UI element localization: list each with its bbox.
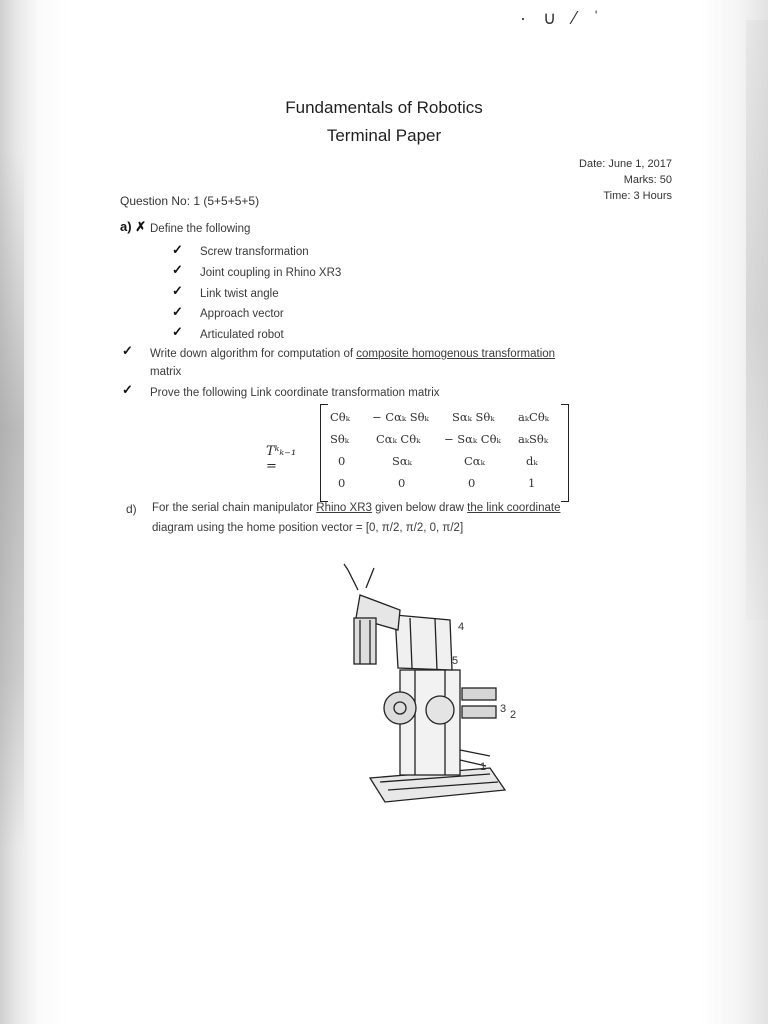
part-d-text-line2: diagram using the home position vector = [0, π/2, π/2, 0, π/2]	[152, 522, 464, 534]
part-d-underlined-2: the link coordinate	[467, 502, 561, 514]
part-c-check-icon: ✓	[122, 382, 133, 397]
matrix-cell: 0	[468, 476, 476, 490]
tick-icon: ✓	[172, 304, 183, 319]
matrix-cell: 0	[338, 454, 346, 468]
part-d-text	[152, 502, 561, 514]
check-icon: ✗	[135, 219, 147, 234]
list-item: Screw transformation	[200, 246, 309, 258]
matrix-cell: − Cαₖ Sθₖ	[372, 410, 429, 424]
list-item: Articulated robot	[200, 329, 284, 341]
tick-icon: ✓	[172, 262, 183, 277]
page-title: Fundamentals of Robotics	[285, 98, 483, 117]
part-a-marker	[120, 219, 146, 235]
matrix-cell: Cαₖ Cθₖ	[376, 432, 421, 446]
list-item: Approach vector	[200, 308, 284, 320]
part-c-text: Prove the following Link coordinate transformation matrix	[150, 387, 440, 399]
part-d-underlined-1: Rhino XR3	[316, 502, 372, 514]
joint-label: 4	[458, 621, 465, 633]
matrix-cell: 1	[528, 476, 536, 490]
page-shadow-left	[0, 150, 24, 850]
matrix-left-bracket	[320, 404, 328, 502]
list-item: Joint coupling in Rhino XR3	[200, 267, 342, 279]
tick-icon: ✓	[172, 242, 183, 257]
part-b-text-line2: matrix	[150, 366, 182, 378]
matrix-cell: dₖ	[526, 454, 538, 468]
part-b-check-icon: ✓	[122, 343, 133, 358]
question-number: Question No: 1 (5+5+5+5)	[120, 194, 260, 208]
matrix-cell: Sθₖ	[330, 432, 349, 446]
part-d-text-plain: For the serial chain manipulator	[152, 502, 317, 514]
tick-icon: ✓	[172, 324, 183, 339]
robot-drawing	[340, 560, 520, 810]
matrix-lhs: Tᵏₖ₋₁ =	[266, 444, 297, 474]
exam-date: Date: June 1, 2017	[579, 158, 672, 170]
list-item: Link twist angle	[200, 288, 279, 300]
page-subtitle: Terminal Paper	[326, 126, 442, 145]
joint-label: 5	[452, 655, 459, 667]
matrix-cell: Cθₖ	[330, 410, 350, 424]
joint-label: 2	[510, 709, 517, 721]
part-d-marker: d)	[126, 502, 137, 516]
part-d-text-mid: given below draw	[371, 502, 468, 514]
matrix-cell: aₖCθₖ	[518, 410, 549, 424]
rhino-xr3-robot-figure	[340, 560, 520, 810]
part-b-text	[150, 348, 555, 360]
tick-icon: ✓	[172, 283, 183, 298]
exam-marks: Marks: 50	[623, 174, 672, 186]
part-b-text-plain: Write down algorithm for computation of	[150, 348, 357, 360]
part-a-label: Define the following	[150, 223, 251, 235]
joint-label: 1	[480, 761, 487, 773]
exam-time: Time: 3 Hours	[603, 190, 672, 202]
matrix-cell: Cαₖ	[464, 454, 485, 468]
matrix-cell: − Sαₖ Cθₖ	[444, 432, 501, 446]
matrix-cell: 0	[398, 476, 406, 490]
part-b-underlined: composite homogenous transformation	[356, 348, 556, 360]
matrix-cell: aₖSθₖ	[518, 432, 549, 446]
matrix-cell: Sαₖ	[392, 454, 412, 468]
corner-scribble: · ∪ ⁄ ˈ	[520, 8, 606, 28]
matrix-cell: 0	[338, 476, 346, 490]
part-a-marker-text: a)	[120, 219, 132, 234]
matrix-right-bracket	[561, 404, 569, 502]
joint-label: 3	[500, 703, 507, 715]
matrix-cell: Sαₖ Sθₖ	[452, 410, 495, 424]
